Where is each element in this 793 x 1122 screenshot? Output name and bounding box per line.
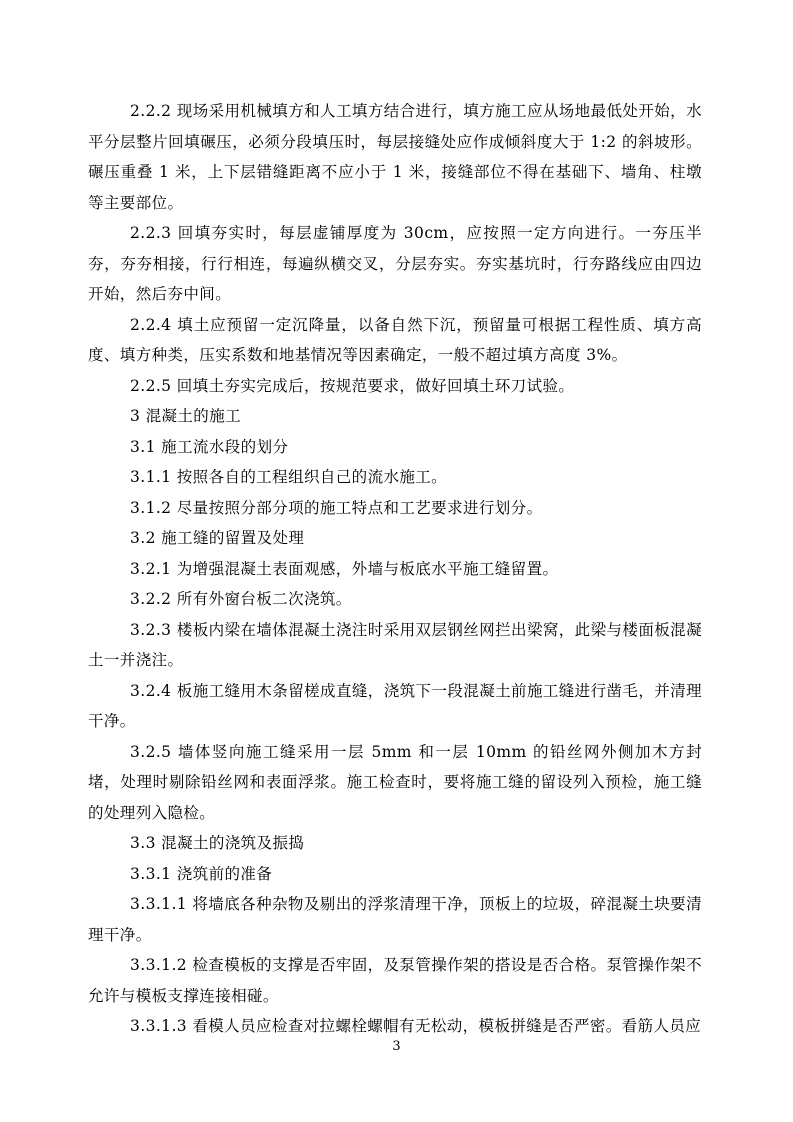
paragraph-3-3-1-2: 3.3.1.2 检查模板的支撑是否牢固，及泵管操作架的搭设是否合格。泵管操作架不允许与模板支撑连接相碰。	[88, 956, 702, 1005]
paragraph-3-2-1: 3.2.1 为增强混凝土表面观感，外墙与板底水平施工缝留置。	[130, 559, 559, 578]
subsection-heading-3-3: 3.3 混凝土的浇筑及振捣	[130, 834, 305, 852]
paragraph-3-2-3: 3.2.3 楼板内梁在墙体混凝土浇注时采用双层钢丝网拦出梁窝，此梁与楼面板混凝土一并浇注。	[88, 620, 702, 669]
page-number: 3	[392, 1039, 401, 1054]
body-text	[88, 96, 702, 1042]
paragraph-3-2-2: 3.2.2 所有外窗台板二次浇筑。	[130, 590, 352, 608]
paragraph-3-2-5: 3.2.5 墙体竖向施工缝采用一层 5mm 和一层 10mm 的铅丝网外侧加木方封堵，处理时剔除铅丝网和表面浮浆。施工检查时，要将施工缝的留设列入预检，施工缝的处理列入隐检。	[88, 742, 702, 822]
paragraph-2-2-2: 2.2.2 现场采用机械填方和人工填方结合进行，填方施工应从场地最低处开始，水平分层整片回填碾压，必须分段填压时，每层接缝处应作成倾斜度大于 1:2 的斜坡形。碾压重叠 1 米，上下层错缝距离不应小于 1 米，接缝部位不得在基础下、墙角、柱墩等主要部位。	[88, 102, 702, 212]
paragraph-3-1-1: 3.1.1 按照各自的工程组织自己的流水施工。	[130, 468, 448, 486]
paragraph-3-2-4: 3.2.4 板施工缝用木条留槎成直缝，浇筑下一段混凝土前施工缝进行凿毛，并清理干净。	[88, 681, 702, 730]
paragraph-2-2-5: 2.2.5 回填土夯实完成后，按规范要求，做好回填土环刀试验。	[130, 376, 575, 395]
paragraph-2-2-4: 2.2.4 填土应预留一定沉降量，以备自然下沉，预留量可根据工程性质、填方高度、填方种类，压实系数和地基情况等因素确定，一般不超过填方高度 3%。	[88, 315, 702, 364]
paragraph-2-2-3: 2.2.3 回填夯实时，每层虚铺厚度为 30cm，应按照一定方向进行。一夯压半夯，夯夯相接，行行相连，每遍纵横交叉，分层夯实。夯实基坑时，行夯路线应由四边开始，然后夯中间。	[88, 224, 702, 303]
subsection-heading-3-2: 3.2 施工缝的留置及处理	[130, 529, 305, 547]
section-heading-3: 3 混凝土的施工	[130, 407, 241, 425]
subsection-heading-3-1: 3.1 施工流水段的划分	[130, 437, 289, 456]
paragraph-3-1-2: 3.1.2 尽量按照分部分项的施工特点和工艺要求进行划分。	[130, 498, 543, 517]
paragraph-3-3-1-1: 3.3.1.1 将墙底各种杂物及剔出的浮浆清理干净，顶板上的垃圾，碎混凝土块要清理干净。	[88, 895, 702, 944]
paragraph-3-3-1: 3.3.1 浇筑前的准备	[130, 864, 273, 883]
paragraph-3-3-1-3: 3.3.1.3 看模人员应检查对拉螺栓螺帽有无松动，模板拼缝是否严密。看筋人员应	[130, 1017, 702, 1035]
